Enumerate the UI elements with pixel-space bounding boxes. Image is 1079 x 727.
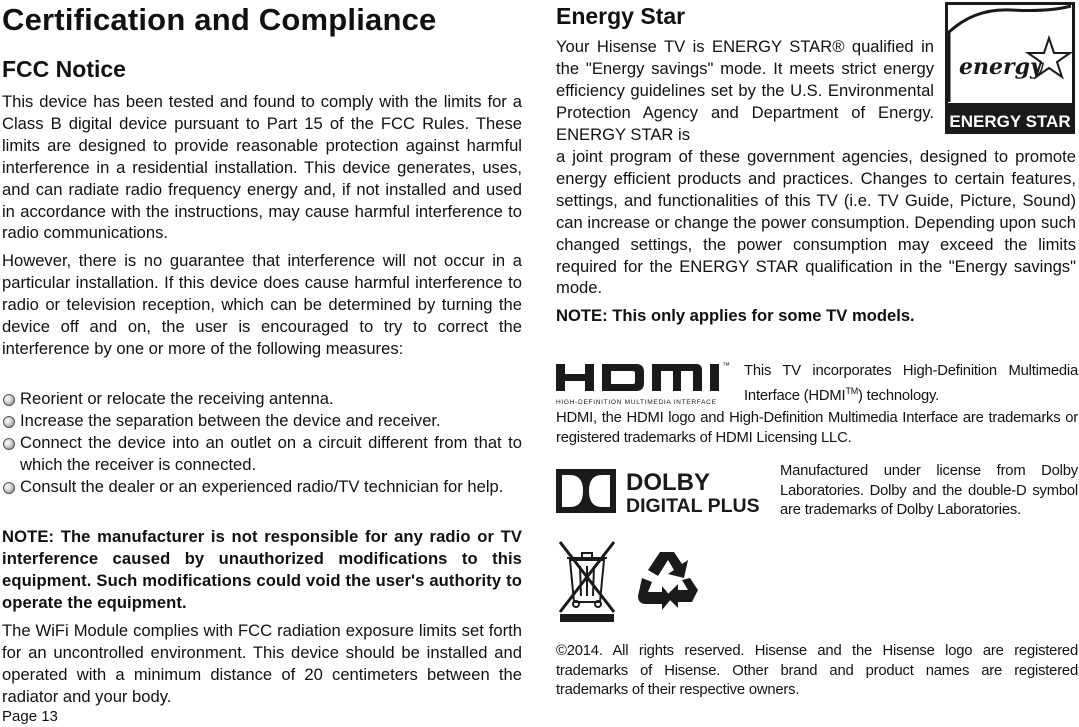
wifi-exposure-paragraph: The WiFi Module complies with FCC radiation exposure limits set forth for an uncontrolled environment. This device should be installed and operated with a minimum distance of 20 centimeters between the radiator and your body.: [2, 621, 522, 706]
hdmi-description-text: This TV incorporates High-Definition Multimedia Interface (HDMI: [744, 363, 1078, 404]
measure-text: Reorient or relocate the receiving antenna.: [20, 389, 334, 408]
measures-list: [2, 388, 522, 498]
list-item: [2, 410, 522, 432]
radio-bullet-icon: [3, 394, 15, 406]
dolby-logo: [556, 466, 770, 516]
hdmi-tm: ™: [722, 361, 730, 370]
measure-text: Consult the dealer or an experienced radio/TV technician for help.: [20, 476, 504, 496]
energy-star-heading: Energy Star: [556, 3, 686, 29]
measure-text: Connect the device into an outlet on a circuit different from that to which the receiver is connected.: [20, 432, 522, 474]
weee-logo: [556, 538, 618, 624]
dolby-digital-plus: DIGITAL PLUS: [626, 495, 760, 516]
energy-star-text-top: Your Hisense TV is ENERGY STAR® qualified in the "Energy savings" mode. It meets strict energy efficiency guidelines set by the U.S. Environmental Protection Agency and Department of Energy. ENERGY STAR is: [556, 37, 934, 144]
recycle-logo: [636, 548, 700, 614]
hdmi-description-tm: TM: [845, 385, 859, 396]
recycle-icon: [636, 548, 700, 614]
fcc-paragraph-2: However, there is no guarantee that interference will not occur in a particular installation. If this device does cause harmful interference to radio or television reception, which can be determined by turning the device off and on, the user is encouraged to try to correct the interference by one or more of the following measures:: [2, 251, 522, 358]
page-number: Page 13: [2, 708, 58, 725]
dolby-description: Manufactured under license from Dolby Laboratories. Dolby and the double-D symbol are trademarks of Dolby Laboratories.: [780, 463, 1078, 519]
energy-star-paragraph-bottom: [556, 146, 1076, 299]
hdmi-icon: [556, 360, 732, 406]
list-item: [2, 432, 522, 476]
hdmi-description-end: ) technology.: [858, 387, 940, 404]
measure-text: Increase the separation between the device and receiver.: [20, 410, 441, 430]
radio-bullet-icon: [3, 438, 15, 450]
dolby-wordmark: DOLBY: [626, 469, 710, 496]
energy-script-text: energy: [959, 54, 1043, 80]
hdmi-trademark-text: HDMI, the HDMI logo and High-Definition Multimedia Interface are trademarks or registered trademarks of HDMI Licensing LLC.: [556, 410, 1078, 446]
crossed-out-bin-icon: [556, 538, 618, 624]
energy-star-logo: [945, 2, 1075, 134]
hdmi-logo: [556, 360, 732, 406]
energy-star-paragraph-top: [556, 36, 934, 146]
list-item: [2, 476, 522, 498]
energy-star-note: NOTE: This only applies for some TV models.: [556, 306, 915, 325]
energy-star-icon: [945, 2, 1075, 134]
dolby-double-d-icon: [556, 466, 770, 516]
copyright-text: ©2014. All rights reserved. Hisense and the Hisense logo are registered trademarks of Hisense. Other brand and product names are registered trademarks of their respective owners.: [556, 643, 1078, 699]
energy-star-label: ENERGY STAR: [949, 112, 1071, 131]
fcc-paragraph-1: This device has been tested and found to comply with the limits for a Class B digital device pursuant to Part 15 of the FCC Rules. These limits are designed to provide reasonable protection against harmful interference in a residential installation. This device generates, uses, and can radiate radio frequency energy and, if not installed and used in accordance with the instructions, may cause harmful interference to radio communications.: [2, 92, 522, 243]
hdmi-subtitle: HIGH-DEFINITION MULTIMEDIA INTERFACE: [556, 399, 716, 406]
list-item: [2, 388, 522, 410]
fcc-manufacturer-note: NOTE: The manufacturer is not responsible for any radio or TV interference caused by unauthorized modifications to this equipment. Such modifications could void the user's authority to operate the equipment.: [2, 527, 522, 612]
fcc-notice-heading: FCC Notice: [2, 56, 126, 82]
energy-star-text-bottom: a joint program of these government agencies, designed to promote energy efficient products and practices. Changes to certain features, settings, and functionalities of this TV (i.e. TV Guide, Picture, Sound) can increase or change the power consumption. Depending upon such changed settings, the power consumption may exceed the limits required for the ENERGY STAR qualification in the "Energy savings" mode.: [556, 147, 1076, 298]
page-title: Certification and Compliance: [2, 2, 437, 37]
hdmi-description: [744, 362, 1078, 406]
radio-bullet-icon: [3, 416, 15, 428]
radio-bullet-icon: [3, 482, 15, 494]
